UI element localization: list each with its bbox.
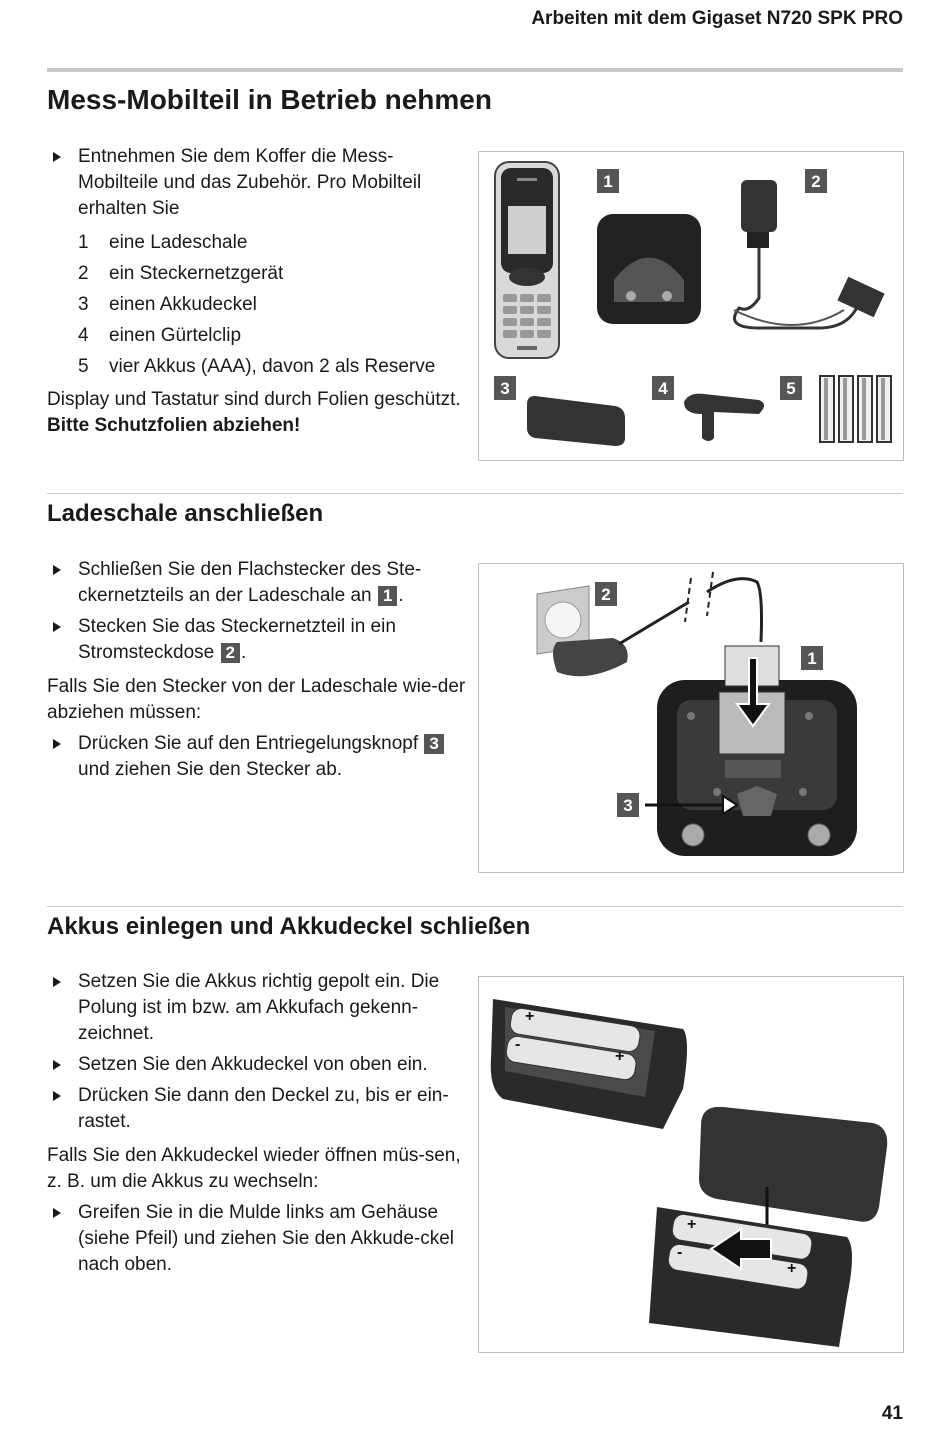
- section-title-mobilteil: Mess-Mobilteil in Betrieb nehmen: [47, 84, 492, 115]
- unplug-note: Falls Sie den Stecker von der Ladeschale wie-der abziehen müssen:: [47, 676, 466, 723]
- handset-bottom-battery-illustration: [649, 1207, 852, 1347]
- handset-illustration: [495, 162, 559, 358]
- section3-text: [47, 969, 467, 1278]
- figure-label: 5: [786, 379, 796, 398]
- item-number: 3: [78, 293, 89, 315]
- bullet-text: Schließen Sie den Flachstecker des Ste-ckernetzteils an der Ladeschale an: [78, 559, 422, 606]
- polarity-mark: -: [677, 1244, 683, 1261]
- polarity-mark: +: [525, 1008, 535, 1025]
- handset-top-battery-illustration: [491, 999, 687, 1129]
- label-badge-1: 1: [378, 586, 397, 606]
- item-number: 2: [78, 262, 89, 284]
- bullet-flachstecker: [47, 557, 467, 609]
- item-text: einen Gürtelclip: [109, 324, 242, 346]
- section-divider: [47, 493, 903, 494]
- polarity-mark: +: [787, 1260, 797, 1277]
- belt-clip-illustration: [684, 394, 764, 441]
- charging-cradle-illustration: [597, 214, 701, 324]
- bullet-mulde: Greifen Sie in die Mulde links am Gehäuse (siehe Pfeil) und ziehen Sie den Akkude-ckel nach oben.: [47, 1200, 467, 1278]
- label-badge-2: 2: [221, 643, 240, 663]
- figure-label: 1: [807, 649, 817, 668]
- open-cover-note: Falls Sie den Akkudeckel wieder öffnen müs-sen, z. B. um die Akkus zu wechseln:: [47, 1145, 461, 1192]
- charger-connection-figure: [478, 563, 904, 873]
- item-number: 4: [78, 324, 89, 346]
- bullet-deckel-einsetzen: Setzen Sie den Akkudeckel von oben ein.: [47, 1052, 467, 1078]
- item-text: eine Ladeschale: [109, 231, 248, 253]
- section-title-ladeschale: Ladeschale anschließen: [47, 500, 324, 527]
- bullet-entnehmen: Entnehmen Sie dem Koffer die Mess-Mobilteile und das Zubehör. Pro Mobilteil erhalten Sie: [47, 144, 467, 222]
- bullet-deckel-zudruecken: Drücken Sie dann den Deckel zu, bis er ein-rastet.: [47, 1083, 467, 1135]
- figure-label: 4: [658, 379, 668, 398]
- figure-label: 1: [603, 172, 613, 191]
- polarity-mark: +: [615, 1048, 625, 1065]
- bullet-end: .: [398, 585, 404, 606]
- list-item: [47, 227, 467, 258]
- note-bold: Bitte Schutzfolien abziehen!: [47, 415, 301, 436]
- battery-insertion-figure: [478, 976, 904, 1353]
- running-title: Arbeiten mit dem Gigaset N720 SPK PRO: [531, 8, 903, 29]
- figure-label: 3: [500, 379, 510, 398]
- battery-cover-illustration: [527, 396, 625, 446]
- power-supply-illustration: [734, 180, 885, 328]
- polarity-mark: -: [515, 1036, 521, 1053]
- list-item: [47, 289, 467, 320]
- section2-text: [47, 557, 467, 783]
- page-number: 41: [881, 1403, 903, 1424]
- note-text: Display und Tastatur sind durch Folien geschützt.: [47, 389, 461, 410]
- bullet-end: .: [240, 642, 247, 663]
- list-item: [47, 351, 467, 382]
- figure-label: 2: [811, 172, 821, 191]
- item-text: einen Akkudeckel: [109, 293, 257, 315]
- item-text: ein Steckernetzgerät: [109, 262, 284, 284]
- figure-label: 2: [601, 585, 611, 604]
- bullet-steckdose: [47, 614, 467, 666]
- section1-text: [47, 144, 467, 439]
- bullet-akkus-einsetzen: Setzen Sie die Akkus richtig gepolt ein. Die Polung ist im bzw. am Akkufach gekenn-zeichnet.: [47, 969, 467, 1047]
- item-text: vier Akkus (AAA), davon 2 als Reserve: [109, 355, 436, 377]
- section-title-akkus: Akkus einlegen und Akkudeckel schließen: [47, 913, 531, 940]
- polarity-mark: +: [687, 1216, 697, 1233]
- bullet-text-b: und ziehen Sie den Stecker ab.: [78, 759, 343, 780]
- bullet-text: Stecken Sie das Steckernetzteil in ein Stromsteckdose: [78, 616, 396, 663]
- header-rule: [47, 68, 903, 72]
- bullet-text: Drücken Sie auf den Entriegelungsknopf: [78, 733, 419, 754]
- batteries-illustration: [820, 376, 891, 442]
- list-item: [47, 258, 467, 289]
- label-badge-3: 3: [424, 734, 443, 754]
- list-item: [47, 320, 467, 351]
- item-number: 5: [78, 355, 89, 377]
- section-divider: [47, 906, 903, 907]
- protective-film-note: [47, 387, 467, 439]
- figure-label: 3: [623, 796, 633, 815]
- bullet-entriegelung: [47, 731, 467, 783]
- item-number: 1: [78, 231, 89, 253]
- package-contents-figure: [478, 151, 904, 461]
